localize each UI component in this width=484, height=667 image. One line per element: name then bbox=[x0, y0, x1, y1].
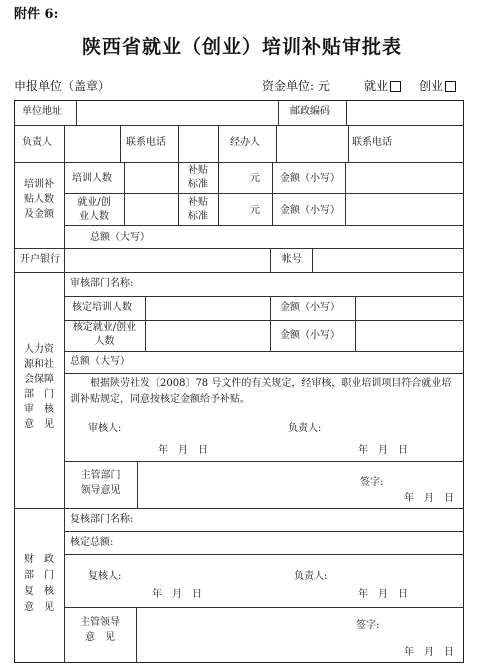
employment-checkbox[interactable] bbox=[390, 81, 401, 92]
col-divider bbox=[270, 296, 271, 351]
finance-section-label: 财 政 bbox=[24, 554, 54, 565]
hr-supervisor-label: 领导意见 bbox=[80, 485, 121, 496]
hr-date2: 年 月 日 bbox=[358, 445, 408, 456]
entrepreneurship-checkbox[interactable] bbox=[445, 81, 456, 92]
col-divider bbox=[145, 296, 146, 351]
hr-signature-label: 签字: bbox=[360, 477, 384, 488]
finance-supervisor-label: 意 见 bbox=[85, 632, 115, 643]
row-divider bbox=[14, 248, 464, 249]
fund-unit-label: 资金单位: 元 bbox=[262, 79, 330, 93]
finance-section-label: 复 核 bbox=[24, 586, 54, 597]
yuan-unit: 元 bbox=[250, 205, 260, 216]
approved-employed-label: 人数 bbox=[94, 336, 115, 347]
hr-section-label: 部 门 bbox=[24, 389, 54, 400]
employed-count-label: 就业/创 bbox=[77, 197, 111, 208]
approved-total-label: 核定总额: bbox=[70, 537, 114, 548]
finance-date2: 年 月 日 bbox=[358, 589, 408, 600]
row-divider bbox=[64, 225, 464, 226]
row-divider bbox=[14, 508, 464, 509]
col-divider bbox=[137, 461, 138, 508]
finance-supervisor-label: 主管领导 bbox=[80, 617, 120, 628]
audit-dept-label: 审核部门名称: bbox=[70, 278, 134, 289]
finance-responsible-label: 负责人: bbox=[294, 571, 328, 582]
row-divider bbox=[64, 554, 464, 555]
hr-amount-lower-label: 金额（小写） bbox=[280, 302, 340, 313]
row-divider bbox=[64, 607, 464, 608]
declaring-unit-label: 申报单位（盖章） bbox=[14, 79, 111, 93]
col-divider bbox=[278, 100, 279, 125]
col-divider bbox=[276, 125, 277, 162]
col-divider bbox=[64, 125, 65, 162]
finance-section-label: 部 门 bbox=[24, 570, 54, 581]
amount-lower2-label: 金额（小写） bbox=[280, 205, 340, 216]
hr-section-label: 审 核 bbox=[24, 404, 54, 415]
col-divider bbox=[64, 248, 65, 272]
unit-address-label: 单位地址 bbox=[22, 106, 62, 117]
hr-responsible-label: 负责人: bbox=[288, 423, 322, 434]
auditor-label: 审核人: bbox=[88, 423, 122, 434]
col-divider bbox=[312, 248, 313, 272]
subsidy-standard2-label: 标准 bbox=[188, 211, 208, 222]
bank-label: 开户银行 bbox=[20, 254, 60, 265]
employment-label: 就业 bbox=[364, 79, 389, 93]
col-divider bbox=[218, 125, 219, 162]
finance-date3: 年 月 日 bbox=[404, 647, 454, 658]
training-section-label: 培训补 bbox=[24, 179, 54, 190]
col-divider bbox=[218, 162, 219, 225]
attachment-label: 附件 6: bbox=[14, 7, 59, 22]
row-divider bbox=[64, 461, 464, 462]
reviewer-label: 复核人: bbox=[88, 571, 122, 582]
training-section-label: 及金额 bbox=[24, 209, 54, 220]
form-title: 陕西省就业（创业）培训补贴审批表 bbox=[81, 36, 402, 58]
col-divider bbox=[348, 125, 349, 162]
approved-trainees-label: 核定培训人数 bbox=[72, 302, 132, 313]
review-dept-label: 复核部门名称: bbox=[70, 514, 134, 525]
hr-section-label: 人力资 bbox=[24, 344, 54, 355]
col-divider bbox=[346, 100, 347, 125]
entrepreneurship-option[interactable] bbox=[419, 80, 456, 92]
hr-date3: 年 月 日 bbox=[404, 493, 454, 504]
subsidy-standard2-label: 补贴 bbox=[188, 197, 208, 208]
contact-phone-label: 联系电话 bbox=[126, 137, 166, 148]
row-divider bbox=[14, 162, 464, 163]
row-divider bbox=[64, 320, 464, 321]
handler-label: 经办人 bbox=[230, 137, 260, 148]
hr-section-label: 会保障 bbox=[24, 374, 54, 385]
col-divider bbox=[355, 296, 356, 351]
employed-count-label: 业人数 bbox=[79, 211, 109, 222]
finance-date1: 年 月 日 bbox=[152, 589, 202, 600]
col-divider bbox=[136, 607, 137, 663]
col-divider bbox=[124, 162, 125, 225]
hr-statement: 根据陕劳社发〔2008〕78 号文件的有关规定，经审核，职业培训项目符合就业培训补贴规定，同意按核定金额给予补贴。 bbox=[70, 378, 452, 405]
yuan-unit: 元 bbox=[250, 173, 260, 184]
row-divider bbox=[64, 531, 464, 532]
row-divider bbox=[14, 125, 464, 126]
hr-date1: 年 月 日 bbox=[158, 445, 208, 456]
postal-code-label: 邮政编码 bbox=[290, 106, 330, 117]
total-upper-label: 总额（大写） bbox=[90, 232, 150, 243]
col-divider bbox=[76, 100, 77, 125]
col-divider bbox=[120, 125, 121, 162]
subsidy-standard-label: 标准 bbox=[188, 179, 208, 190]
row-divider bbox=[14, 272, 464, 273]
col-divider bbox=[178, 125, 179, 162]
col-divider bbox=[345, 162, 346, 225]
entrepreneurship-label: 创业 bbox=[419, 79, 444, 93]
training-section-label: 贴人数 bbox=[24, 194, 54, 205]
person-in-charge-label: 负责人 bbox=[22, 137, 52, 148]
hr-supervisor-label: 主管部门 bbox=[80, 470, 121, 481]
trainees-label: 培训人数 bbox=[72, 173, 112, 184]
finance-section-label: 意 见 bbox=[24, 602, 54, 613]
subsidy-standard-label: 补贴 bbox=[188, 165, 208, 176]
hr-total-upper-label: 总额（大写） bbox=[70, 356, 130, 367]
row-divider bbox=[64, 373, 464, 374]
col-divider bbox=[272, 162, 273, 225]
row-divider bbox=[64, 296, 464, 297]
contact-phone2-label: 联系电话 bbox=[352, 137, 392, 148]
hr-section-label: 源和社 bbox=[24, 359, 54, 370]
hr-amount-lower2-label: 金额（小写） bbox=[280, 330, 340, 341]
amount-lower-label: 金额（小写） bbox=[280, 173, 340, 184]
employment-option[interactable] bbox=[364, 80, 401, 92]
approved-employed-label: 核定就业/创业 bbox=[72, 322, 137, 333]
col-divider bbox=[270, 248, 271, 272]
row-divider bbox=[64, 351, 464, 352]
hr-section-label: 意 见 bbox=[24, 419, 54, 430]
finance-signature-label: 签字: bbox=[356, 620, 380, 631]
account-label: 帐号 bbox=[282, 254, 302, 265]
